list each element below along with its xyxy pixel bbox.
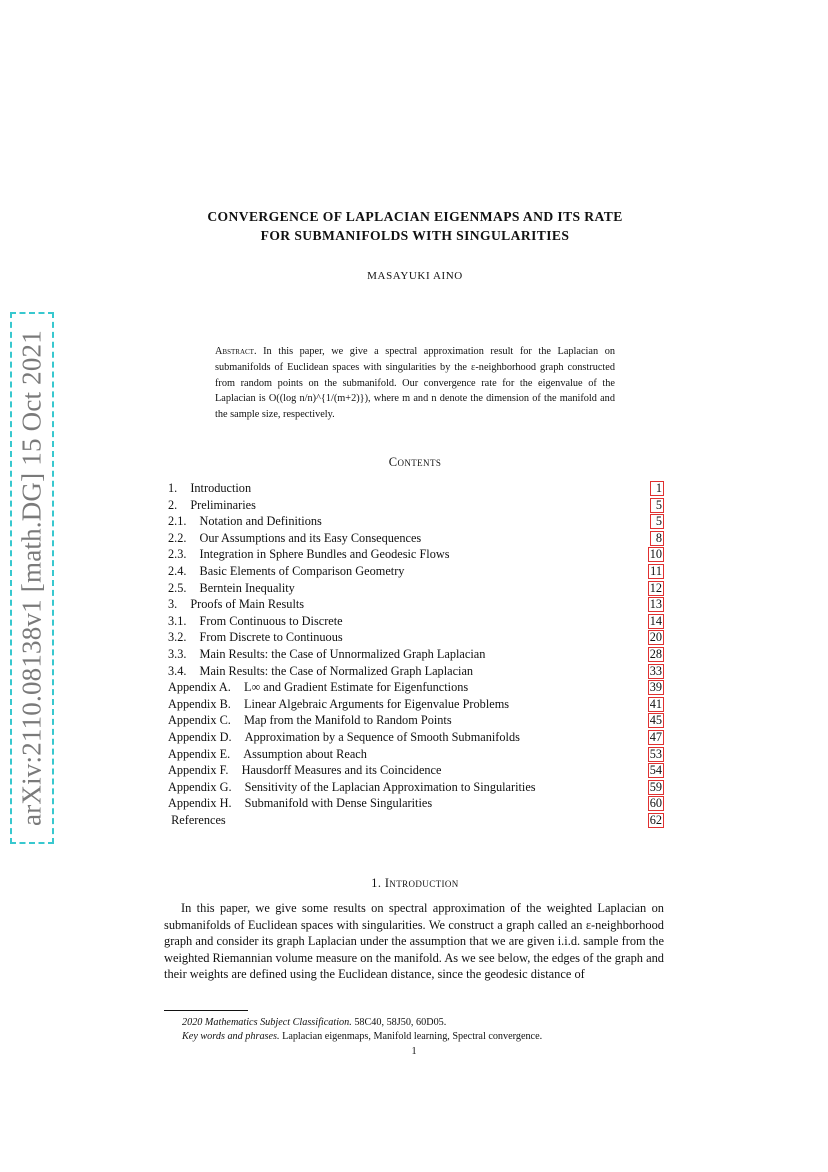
toc-page-link[interactable]: 39	[649, 680, 662, 695]
toc-entry-title: From Discrete to Continuous	[199, 630, 343, 645]
toc-page-link[interactable]: 54	[649, 763, 662, 778]
toc-entry-title: Preliminaries	[190, 497, 256, 512]
toc-entry[interactable]	[168, 812, 664, 829]
toc-entry-title: Assumption about Reach	[243, 746, 367, 761]
toc-entry-title: L∞ and Gradient Estimate for Eigenfunctions	[243, 680, 469, 695]
toc-entry[interactable]	[168, 712, 664, 729]
toc-entry-title: Proofs of Main Results	[190, 597, 305, 612]
toc-entry-number: Appendix F.	[168, 763, 229, 778]
toc-entry-title: Hausdorff Measures and its Coincidence	[241, 763, 442, 778]
toc-entry-text	[168, 779, 536, 796]
toc-entry[interactable]	[168, 580, 664, 597]
toc-entry-title: References	[171, 812, 226, 827]
arxiv-stamp[interactable]	[10, 312, 54, 844]
toc-page-link[interactable]: 28	[649, 646, 662, 661]
toc-entry-title: Main Results: the Case of Normalized Graph Laplacian	[199, 663, 474, 678]
toc-entry-number: 2.5.	[168, 580, 187, 595]
toc-entry-title: Integration in Sphere Bundles and Geodesic Flows	[199, 547, 450, 562]
toc-entry[interactable]	[168, 762, 664, 779]
toc-entry-title: Main Results: the Case of Unnormalized Graph Laplacian	[199, 646, 486, 661]
toc-entry-text	[168, 580, 295, 597]
toc-entry-text	[168, 480, 251, 497]
toc-entry-text	[168, 696, 509, 713]
toc-entry[interactable]	[168, 795, 664, 812]
toc-entry-text	[168, 497, 256, 514]
toc-entry[interactable]	[168, 546, 664, 563]
toc-entry-text	[168, 563, 404, 580]
intro-paragraph: In this paper, we give some results on spectral approximation of the weighted Laplacian on submanifolds of Euclidean spaces with singularities. We construct a graph called an ε-neighborhood graph and consider its graph Laplacian under the assumption that we are given i.i.d. sample from the weighted Riemannian volume measure on the manifold. As we see below, the edges of the graph and their weights are defined using the Euclidean distance, since the geodesic distance of	[164, 901, 664, 982]
toc-page-link[interactable]: 53	[649, 746, 662, 761]
toc-entry-title: Submanifold with Dense Singularities	[244, 796, 433, 811]
section-number: 1.	[371, 876, 382, 890]
toc-page-link[interactable]: 1	[650, 481, 664, 496]
toc-entry-title: Sensitivity of the Laplacian Approximation to Singularities	[244, 779, 536, 794]
toc-page-link[interactable]: 60	[649, 796, 662, 811]
table-of-contents	[168, 480, 664, 828]
toc-page-link[interactable]: 41	[649, 696, 662, 711]
msc-value: 58C40, 58J50, 60D05.	[354, 1017, 447, 1028]
toc-entry-number: 2.3.	[168, 547, 187, 562]
keywords-value: Laplacian eigenmaps, Manifold learning, Spectral convergence.	[282, 1031, 543, 1042]
toc-entry-text	[168, 513, 322, 530]
toc-entry[interactable]	[168, 480, 664, 497]
arxiv-stamp-text: arXiv:2110.08138v1 [math.DG] 15 Oct 2021	[16, 330, 47, 826]
toc-entry-number: Appendix G.	[168, 779, 232, 794]
section-heading	[160, 876, 670, 891]
abstract	[215, 344, 615, 423]
toc-entry-text	[168, 629, 343, 646]
abstract-text-1: In this paper, we give a spectral approximation result for the Laplacian on submanifolds of Euclidean spaces with singularities by the ε-neighborhood graph constructed from random points on the submanifold. Our convergence rate for the eigenvalue of the Laplacian is	[215, 346, 615, 405]
msc-label: 2020 Mathematics Subject Classification.	[182, 1017, 352, 1028]
toc-entry-title: Berntein Inequality	[199, 580, 295, 595]
toc-page-link[interactable]: 5	[650, 498, 664, 513]
toc-entry-text	[168, 812, 226, 829]
toc-entry-number: 3.4.	[168, 663, 187, 678]
toc-entry[interactable]	[168, 596, 664, 613]
toc-page-link[interactable]: 45	[649, 713, 662, 728]
toc-page-link[interactable]: 14	[649, 613, 662, 628]
toc-page-link[interactable]: 59	[649, 779, 662, 794]
toc-entry[interactable]	[168, 729, 664, 746]
toc-page-link[interactable]: 10	[649, 547, 662, 562]
toc-entry-text	[168, 546, 450, 563]
toc-entry[interactable]	[168, 530, 664, 547]
footnote-keywords	[182, 1030, 662, 1044]
title-line-1: CONVERGENCE OF LAPLACIAN EIGENMAPS AND ITS RATE	[207, 209, 623, 224]
toc-entry-text	[168, 530, 421, 547]
toc-entry[interactable]	[168, 679, 664, 696]
toc-entry-number: Appendix B.	[168, 696, 231, 711]
toc-entry-number: 2.1.	[168, 514, 187, 529]
toc-entry[interactable]	[168, 779, 664, 796]
toc-entry-title: Notation and Definitions	[199, 514, 322, 529]
footnote-msc	[182, 1016, 662, 1030]
toc-entry-title: Linear Algebraic Arguments for Eigenvalue Problems	[243, 696, 510, 711]
toc-entry[interactable]	[168, 513, 664, 530]
title-line-2: FOR SUBMANIFOLDS WITH SINGULARITIES	[260, 228, 570, 243]
abstract-text-2: , where m and n denote the dimension of the manifold and the sample size, respectively.	[215, 393, 615, 421]
abstract-label: Abstract.	[215, 346, 257, 357]
contents-heading: Contents	[388, 455, 442, 469]
toc-page-link[interactable]: 8	[650, 531, 664, 546]
toc-entry-number: 3.1.	[168, 613, 187, 628]
toc-page-link[interactable]: 12	[649, 580, 662, 595]
toc-entry[interactable]	[168, 563, 664, 580]
toc-page-link[interactable]: 11	[650, 563, 662, 578]
toc-entry-number: 2.	[168, 497, 178, 512]
toc-entry-text	[168, 679, 468, 696]
toc-entry[interactable]	[168, 613, 664, 630]
toc-entry[interactable]	[168, 746, 664, 763]
toc-entry-number: Appendix E.	[168, 746, 231, 761]
toc-entry-number: 3.	[168, 597, 178, 612]
toc-entry-title: Approximation by a Sequence of Smooth Submanifolds	[244, 729, 520, 744]
toc-page-link[interactable]: 5	[650, 514, 664, 529]
toc-entry[interactable]	[168, 663, 664, 680]
toc-entry-title: From Continuous to Discrete	[199, 613, 343, 628]
toc-entry-text	[168, 646, 485, 663]
page-number: 1	[411, 1046, 417, 1057]
toc-entry-number: Appendix A.	[168, 680, 231, 695]
toc-page-link[interactable]: 13	[649, 597, 662, 612]
toc-page-link[interactable]: 62	[649, 812, 662, 827]
toc-entry-number: Appendix H.	[168, 796, 232, 811]
toc-entry-number: Appendix D.	[168, 729, 232, 744]
toc-entry-text	[168, 596, 304, 613]
toc-entry-number: 2.2.	[168, 530, 187, 545]
author: MASAYUKI AINO	[367, 270, 463, 282]
toc-entry-text	[168, 663, 473, 680]
toc-entry-text	[168, 712, 452, 729]
toc-entry-title: Our Assumptions and its Easy Consequences	[199, 530, 422, 545]
toc-entry-title: Introduction	[190, 481, 252, 495]
keywords-label: Key words and phrases.	[182, 1031, 280, 1042]
footnote-divider	[164, 1010, 248, 1011]
toc-entry[interactable]	[168, 497, 664, 514]
toc-page-link[interactable]: 33	[649, 663, 662, 678]
toc-entry-text	[168, 762, 441, 779]
abstract-formula: O((log n/n)^{1/(m+2)})	[268, 393, 369, 405]
toc-entry-number: 3.2.	[168, 630, 187, 645]
toc-entry-number: 1.	[168, 481, 178, 495]
toc-entry-text	[168, 613, 343, 630]
toc-entry[interactable]	[168, 646, 664, 663]
toc-entry-number: 3.3.	[168, 646, 187, 661]
toc-page-link[interactable]: 47	[649, 729, 662, 744]
toc-entry[interactable]	[168, 696, 664, 713]
toc-page-link[interactable]: 20	[649, 630, 662, 645]
toc-entry-title: Map from the Manifold to Random Points	[243, 713, 452, 728]
toc-entry-number: 2.4.	[168, 563, 187, 578]
toc-entry-text	[168, 795, 432, 812]
toc-entry-title: Basic Elements of Comparison Geometry	[199, 563, 405, 578]
paper-title	[160, 207, 670, 245]
section-title: Introduction	[384, 876, 459, 890]
toc-entry[interactable]	[168, 629, 664, 646]
toc-entry-text	[168, 746, 367, 763]
toc-entry-text	[168, 729, 520, 746]
toc-entry-number: Appendix C.	[168, 713, 231, 728]
